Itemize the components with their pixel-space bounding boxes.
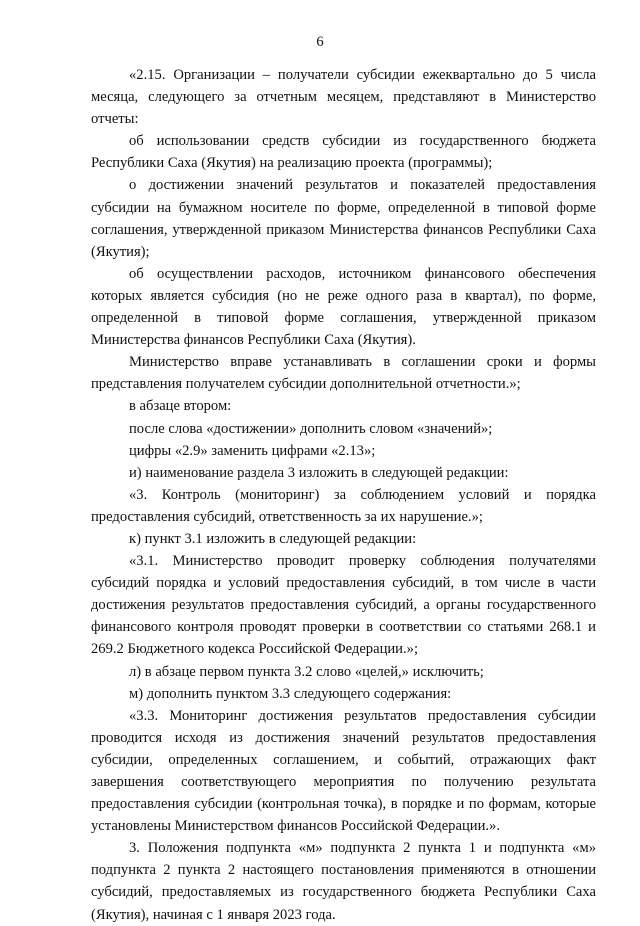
paragraph: л) в абзаце первом пункта 3.2 слово «целей,» исключить; [129,663,484,680]
paragraph: к) пункт 3.1 изложить в следующей редакции: [129,530,417,547]
paragraph: «3. Контроль (мониторинг) за соблюдением условий и порядка предоставления субсидий, ответственность за их нарушение.»; [91,486,596,525]
paragraph: после слова «достижении» дополнить словом «значений»; [129,420,493,437]
page-number: 6 [316,34,324,50]
paragraph: об осуществлении расходов, источником финансового обеспечения которых является субсидия (но не реже одного раза в квартал), по форме, определенной в типовой форме соглашения, утвержденной приказом Министерства финансов Республики Саха (Якутия). [91,265,596,349]
paragraph: цифры «2.9» заменить цифрами «2.13»; [129,442,376,459]
paragraph: об использовании средств субсидии из государственного бюджета Республики Саха (Якутия) на реализацию проекта (программы); [91,133,596,172]
paragraph: м) дополнить пунктом 3.3 следующего содержания: [129,685,452,702]
document-body [91,64,596,926]
paragraph: «3.1. Министерство проводит проверку соблюдения получателями субсидий порядка и условий предоставления субсидий, в том числе в части достижения результатов предоставления субсидий, а органы государственного финансового контроля проводят проверки в соответствии со статьями 268.1 и 269.2 Бюджетного кодекса Российской Федерации.»; [91,553,596,658]
paragraph: в абзаце втором: [129,398,232,415]
paragraph: 3. Положения подпункта «м» подпункта 2 пункта 1 и подпункта «м» подпункта 2 пункта 2 настоящего постановления применяются в отношении субсидий, предоставляемых из государственного бюджета Республики Саха (Якутия), начиная с 1 января 2023 года. [91,840,596,923]
paragraph: «3.3. Мониторинг достижения результатов предоставления субсидии проводится исходя из достижения значений результатов предоставления субсидии, определенных соглашением, и событий, отражающих факт завершения соответствующего мероприятия по получению результата предоставления субсидии (контрольная точка), в порядке и по формам, которые установлены Министерством финансов Российской Федерации.». [91,707,596,835]
paragraph: «2.15. Организации – получатели субсидии ежеквартально до 5 числа месяца, следующего за отчетным месяцем, представляют в Министерство отчеты: [91,67,596,128]
paragraph: Министерство вправе устанавливать в соглашении сроки и формы представления получателем субсидии дополнительной отчетности.»; [91,354,596,393]
paragraph: о достижении значений результатов и показателей предоставления субсидии на бумажном носителе по форме, определенной в типовой форме соглашения, утвержденной приказом Министерства финансов Республики Саха (Якутия); [91,177,596,260]
paragraph: и) наименование раздела 3 изложить в следующей редакции: [129,464,509,481]
